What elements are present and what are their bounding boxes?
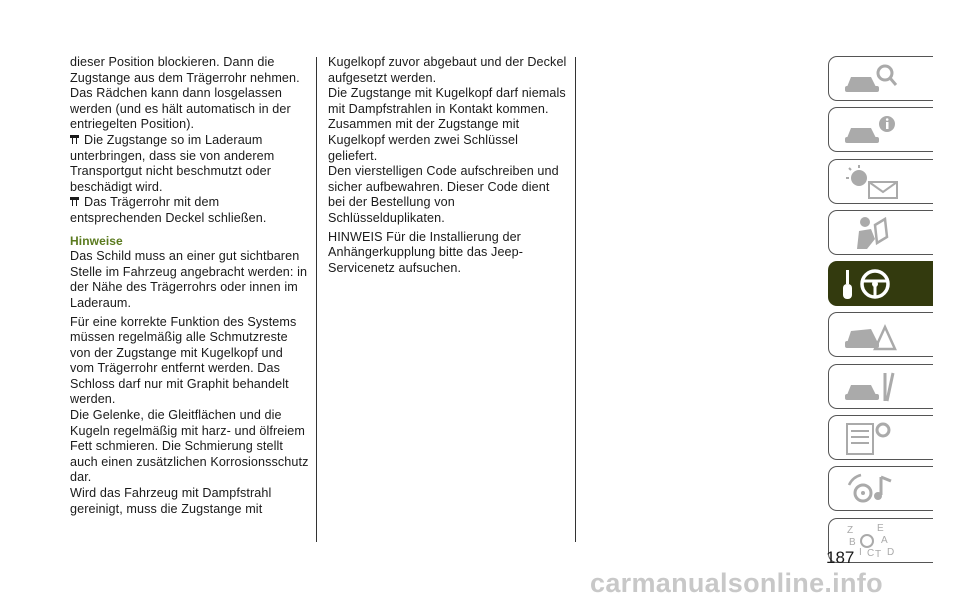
paragraph: Die Zugstange mit Kugelkopf darf niemals mit Dampfstrahlen in Kontakt kommen.: [328, 86, 566, 116]
page-number: 187: [826, 548, 855, 567]
svg-text:I: I: [859, 546, 862, 558]
tab-car-service[interactable]: [828, 364, 933, 409]
car-breakdown-icon: [841, 317, 901, 353]
paragraph: Das Schild muss an einer gut sichtbaren Stelle im Fahrzeug angebracht werden: in der Nähe des Trägerrohrs oder innen im Laderaum.: [70, 249, 308, 310]
tab-multimedia[interactable]: [828, 466, 933, 511]
key-steering-wheel-icon: [841, 266, 901, 302]
svg-text:Z: Z: [847, 524, 854, 536]
paragraph: Wird das Fahrzeug mit Dampfstrahl gereinigt, muss die Zugstange mit: [70, 486, 272, 516]
paragraph: Kugelkopf zuvor abgebaut und der Deckel aufgesetzt werden.: [328, 55, 567, 85]
svg-text:T: T: [875, 548, 882, 559]
bullet-text: Das Trägerrohr mit dem entsprechenden Deckel schließen.: [70, 195, 267, 225]
paragraph: dieser Position blockieren. Dann die Zugstange aus dem Trägerrohr nehmen. Das Rädchen kann dann losgelassen werden (und es hält automatisch in der entriegelten Position).: [70, 55, 300, 132]
tab-seat-airbag[interactable]: [828, 210, 933, 255]
section-heading: Hinweise: [70, 233, 123, 248]
tab-technical-data[interactable]: [828, 415, 933, 460]
car-search-icon: [841, 61, 901, 97]
car-service-tools-icon: [841, 369, 901, 405]
bullet-text: Die Zugstange so im Laderaum unterbringen, dass sie von anderem Transportgut nicht beschmutzt oder beschädigt wird.: [70, 132, 275, 194]
tab-car-search[interactable]: [828, 56, 933, 101]
text-column-left: [70, 55, 310, 517]
technical-data-icon: [841, 420, 901, 456]
car-info-icon: [841, 112, 901, 148]
paragraph: Zusammen mit der Zugstange mit Kugelkopf werden zwei Schlüssel geliefert.: [328, 117, 520, 163]
watermark: carmanualsonline.info: [590, 568, 883, 598]
tab-car-breakdown[interactable]: [828, 312, 933, 357]
seat-airbag-icon: [841, 215, 901, 251]
svg-text:B: B: [849, 536, 856, 548]
bullet-icon: [70, 135, 80, 144]
chapter-tabs: [828, 56, 936, 569]
bullet-icon: [70, 197, 80, 206]
paragraph: Den vierstelligen Code aufschreiben und sicher aufbewahren. Dieser Code dient bei der Bestellung von Schlüsselduplikaten.: [328, 164, 559, 225]
tab-key-steering[interactable]: [828, 261, 933, 306]
paragraph: Für eine korrekte Funktion des Systems müssen regelmäßig alle Schmutzreste von der Zugstange mit Kugelkopf und vom Trägerrohr entfernt werden. Das Schloss darf nur mit Graphit behandelt werden.: [70, 314, 297, 407]
text-column-middle: [328, 55, 568, 276]
column-divider: [316, 57, 317, 542]
multimedia-icon: [841, 471, 901, 507]
tab-car-info[interactable]: [828, 107, 933, 152]
svg-text:E: E: [877, 522, 884, 534]
paragraph: Die Gelenke, die Gleitflächen und die Kugeln regelmäßig mit harz- und ölfreiem Fett schmieren. Die Schmierung stellt auch einen zusätzlichen Korrosionsschutz dar.: [70, 408, 309, 485]
bullet-item: [70, 133, 310, 195]
bullet-item: [70, 195, 310, 226]
svg-text:D: D: [887, 546, 895, 558]
warning-lights-message-icon: [841, 164, 901, 200]
tab-warning-lights[interactable]: [828, 159, 933, 204]
svg-text:A: A: [881, 534, 888, 546]
column-divider: [575, 57, 576, 542]
svg-text:C: C: [867, 547, 875, 559]
paragraph: HINWEIS Für die Installierung der Anhängerkupplung bitte das Jeep-Servicenetz aufsuchen.: [328, 229, 524, 275]
